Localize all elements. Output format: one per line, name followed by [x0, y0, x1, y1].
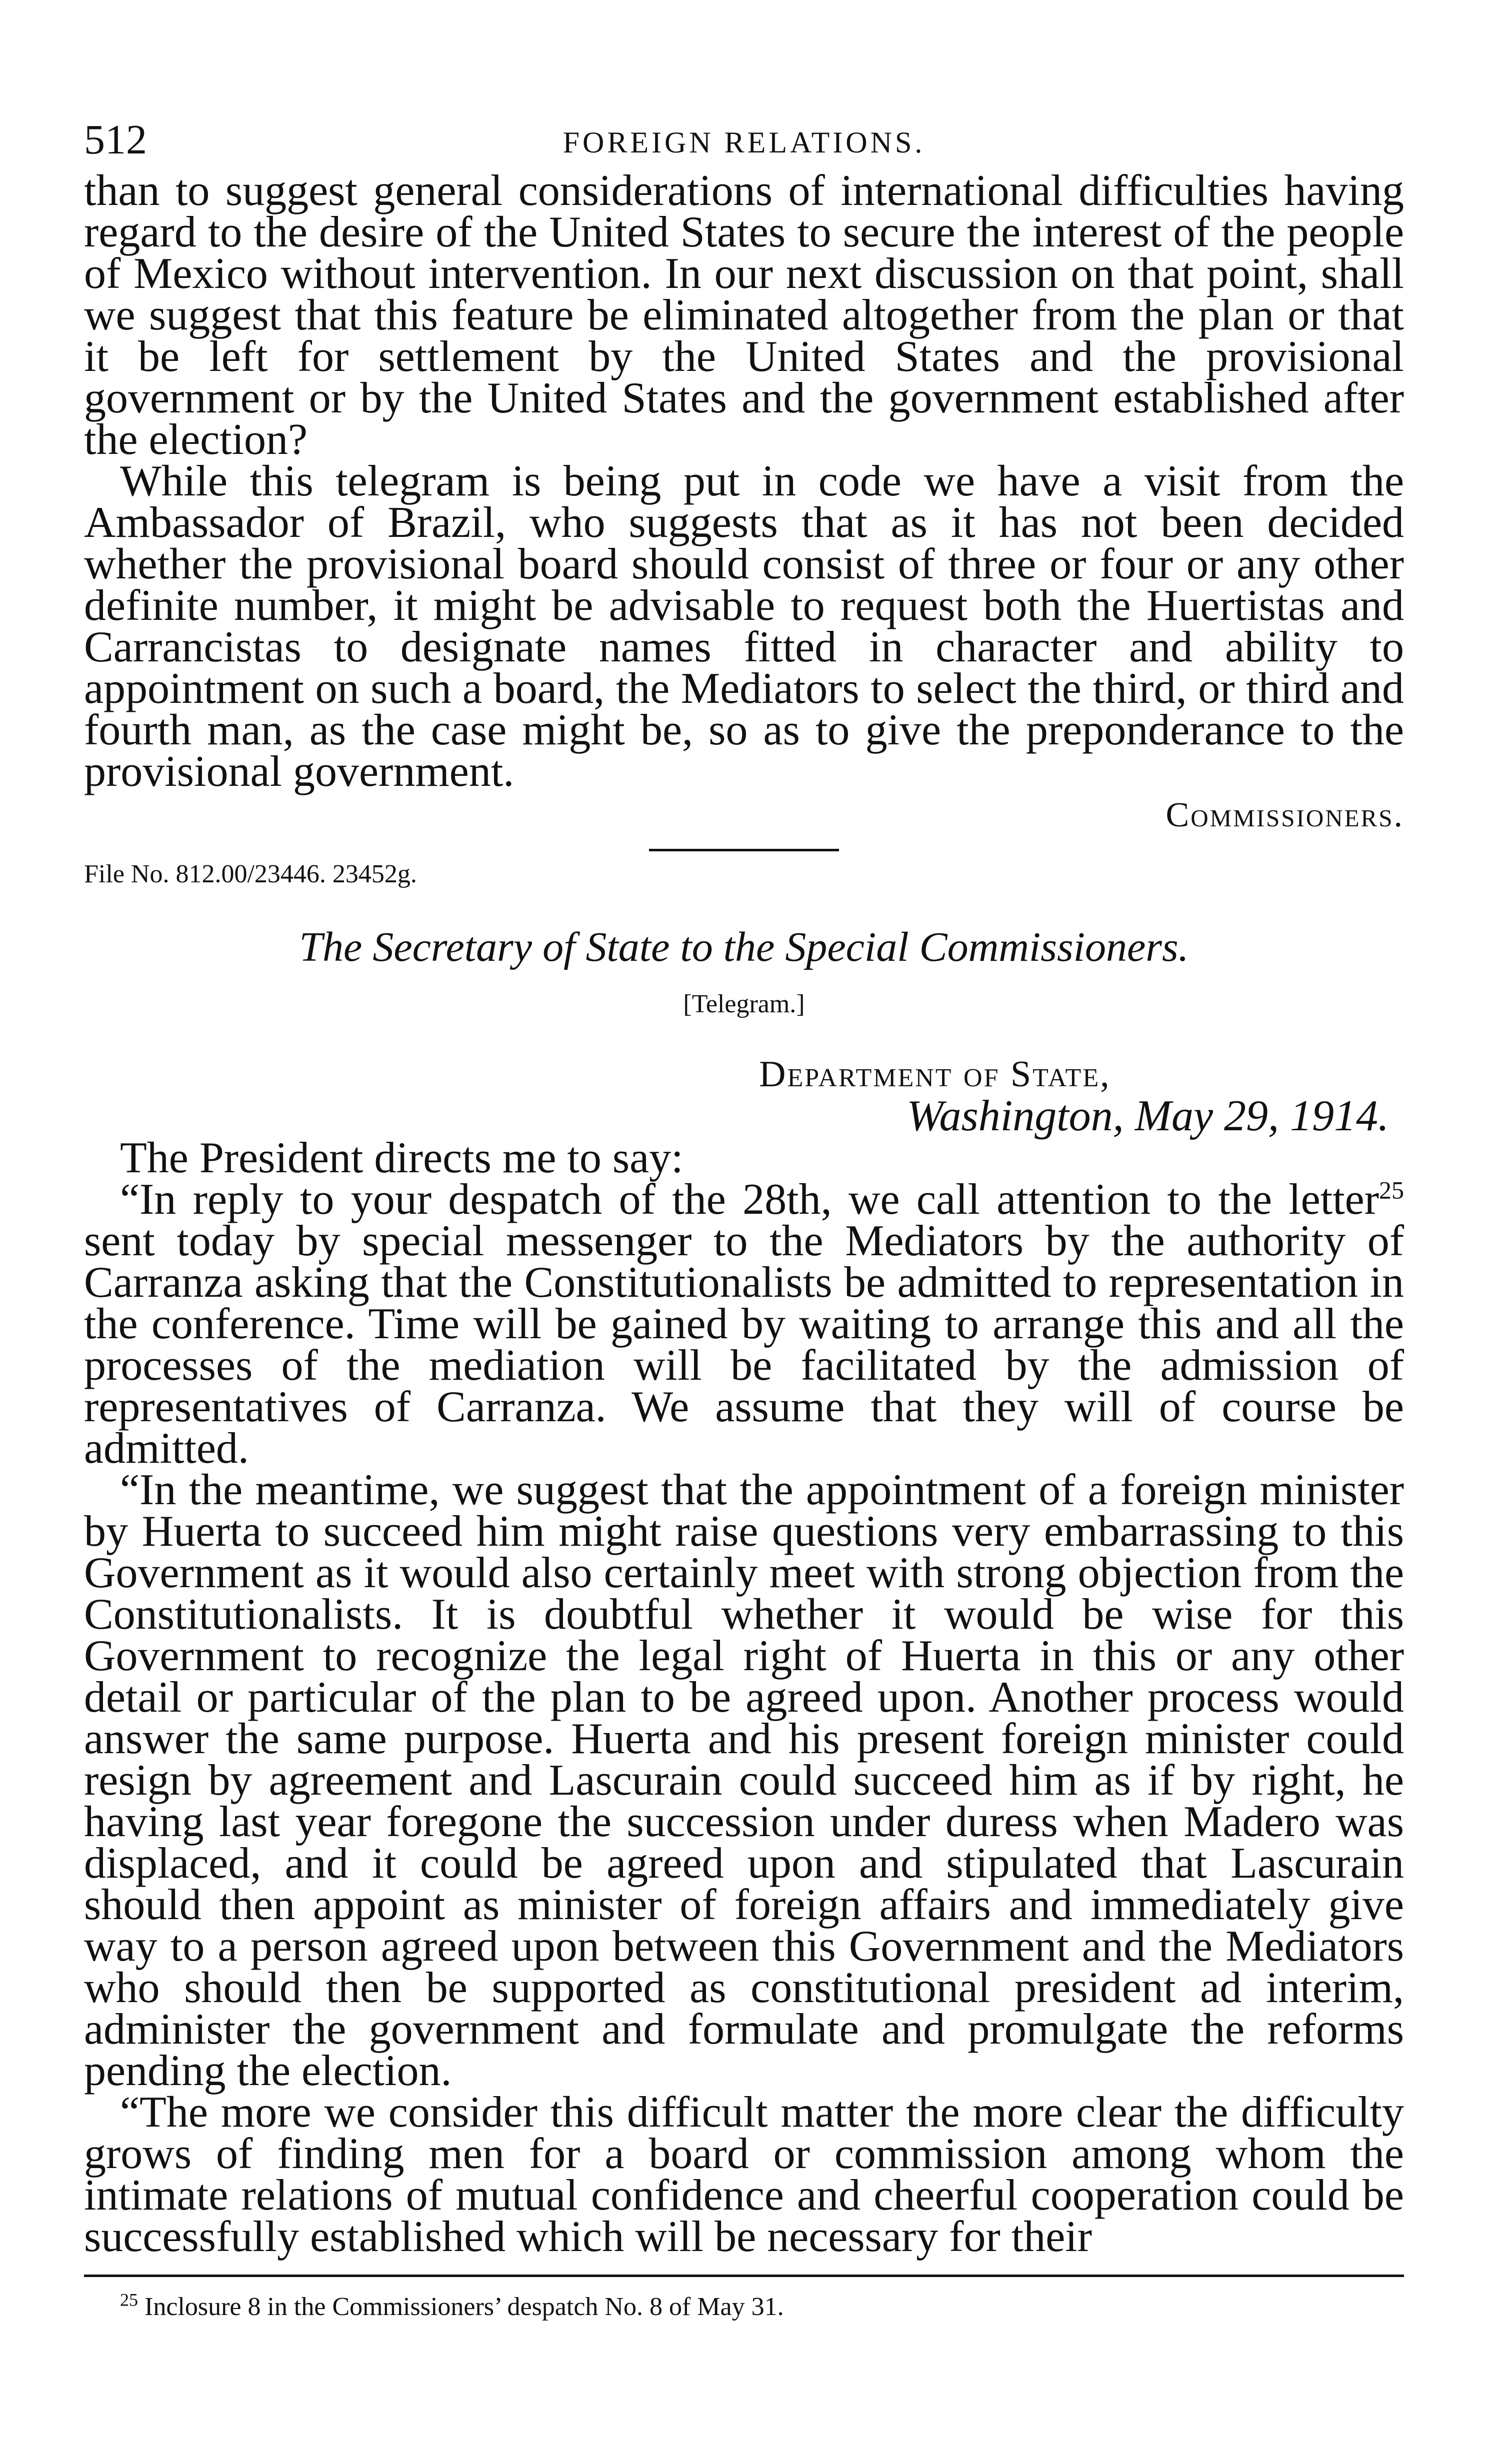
document-title: The Secretary of State to the Special Commissioners.: [299, 924, 1189, 970]
document-page: [84, 115, 1404, 2327]
footnote-reference: 25: [1379, 1176, 1404, 1204]
telegram-paragraph-2: “In the meantime, we suggest that the appointment of a foreign minister by Huerta to succeed him might raise questions very embarrassing to this Government as it would also certainly meet with strong objection from the Constitutionalists. It is doubtful whether it would be wise for this Government to recognize the legal right of Huerta in this or any other detail or particular of the plan to be agreed upon. Another process would answer the same purpose. Huerta and his present foreign minister could resign by agreement and Lascurain could succeed him as if by right, he having last year foregone the succession under duress when Madero was displaced, and it could be agreed upon and stipulated that Lascurain should then appoint as minister of foreign affairs and immediately give way to a person agreed upon between this Government and the Mediators who should then be supported as constitutional president ad interim, administer the government and formulate and promulgate the reforms pending the election.: [84, 1466, 1404, 2095]
paragraph-1-text-a: “In reply to your despatch of the 28th, we call attention to the letter: [120, 1175, 1379, 1224]
running-head: [84, 115, 1404, 170]
file-number: File No. 812.00/23446. 23452g.: [84, 860, 417, 888]
paragraph-1-text-b: sent today by special messenger to the Mediators by the authority of Carranza asking that the Constitutionalists be admitted to representation in the conference. Time will be gained by waiting to arrange this and all the processes of the mediation will be facilitated by the admission of representatives of Carranza. We assume that they will of course be admitted.: [84, 1217, 1404, 1473]
intro-line: The President directs me to say:: [120, 1134, 684, 1182]
continuation-paragraph: than to suggest general considerations of international difficulties having regard to the desire of the United States to secure the interest of the people of Mexico without intervention. In our next discussion on that point, shall we suggest that this feature be eliminated altogether from the plan or that it be left for settlement by the United States and the provisional government or by the United States and the government established after the election?: [84, 166, 1404, 464]
section-divider: [649, 849, 839, 851]
footnote: [84, 2287, 1404, 2327]
footnote-divider: [84, 2275, 1404, 2277]
dateline-place: Washington, May 29, 1914.: [906, 1092, 1389, 1140]
commissioners-signature: Commissioners.: [1166, 796, 1404, 834]
footnote-text: Inclosure 8 in the Commissioners’ despatch No. 8 of May 31.: [138, 2293, 784, 2321]
dateline-department: Department of State,: [759, 1054, 1111, 1095]
footnote-marker: 25: [120, 2290, 138, 2310]
telegram-note: [Telegram.]: [683, 990, 805, 1018]
page-number: 512: [84, 116, 147, 163]
running-title: FOREIGN RELATIONS.: [562, 126, 926, 159]
brazil-ambassador-paragraph: While this telegram is being put in code we have a visit from the Ambassador of Brazil, who suggests that as it has not been decided whether the provisional board should consist of three or four or any other definite number, it might be advisable to request both the Huertistas and Carrancistas to designate names fitted in character and ability to appointment on such a board, the Mediators to select the third, or third and fourth man, as the case might be, so as to give the preponderance to the provisional government.: [84, 457, 1404, 796]
dateline: [84, 1053, 1404, 1140]
telegram-paragraph-1: [84, 1175, 1404, 1473]
telegram-paragraph-3: “The more we consider this difficult matter the more clear the difficulty grows of finding men for a board or commission among whom the intimate relations of mutual confidence and cheerful cooperation could be successfully established which will be necessary for their: [84, 2088, 1404, 2261]
